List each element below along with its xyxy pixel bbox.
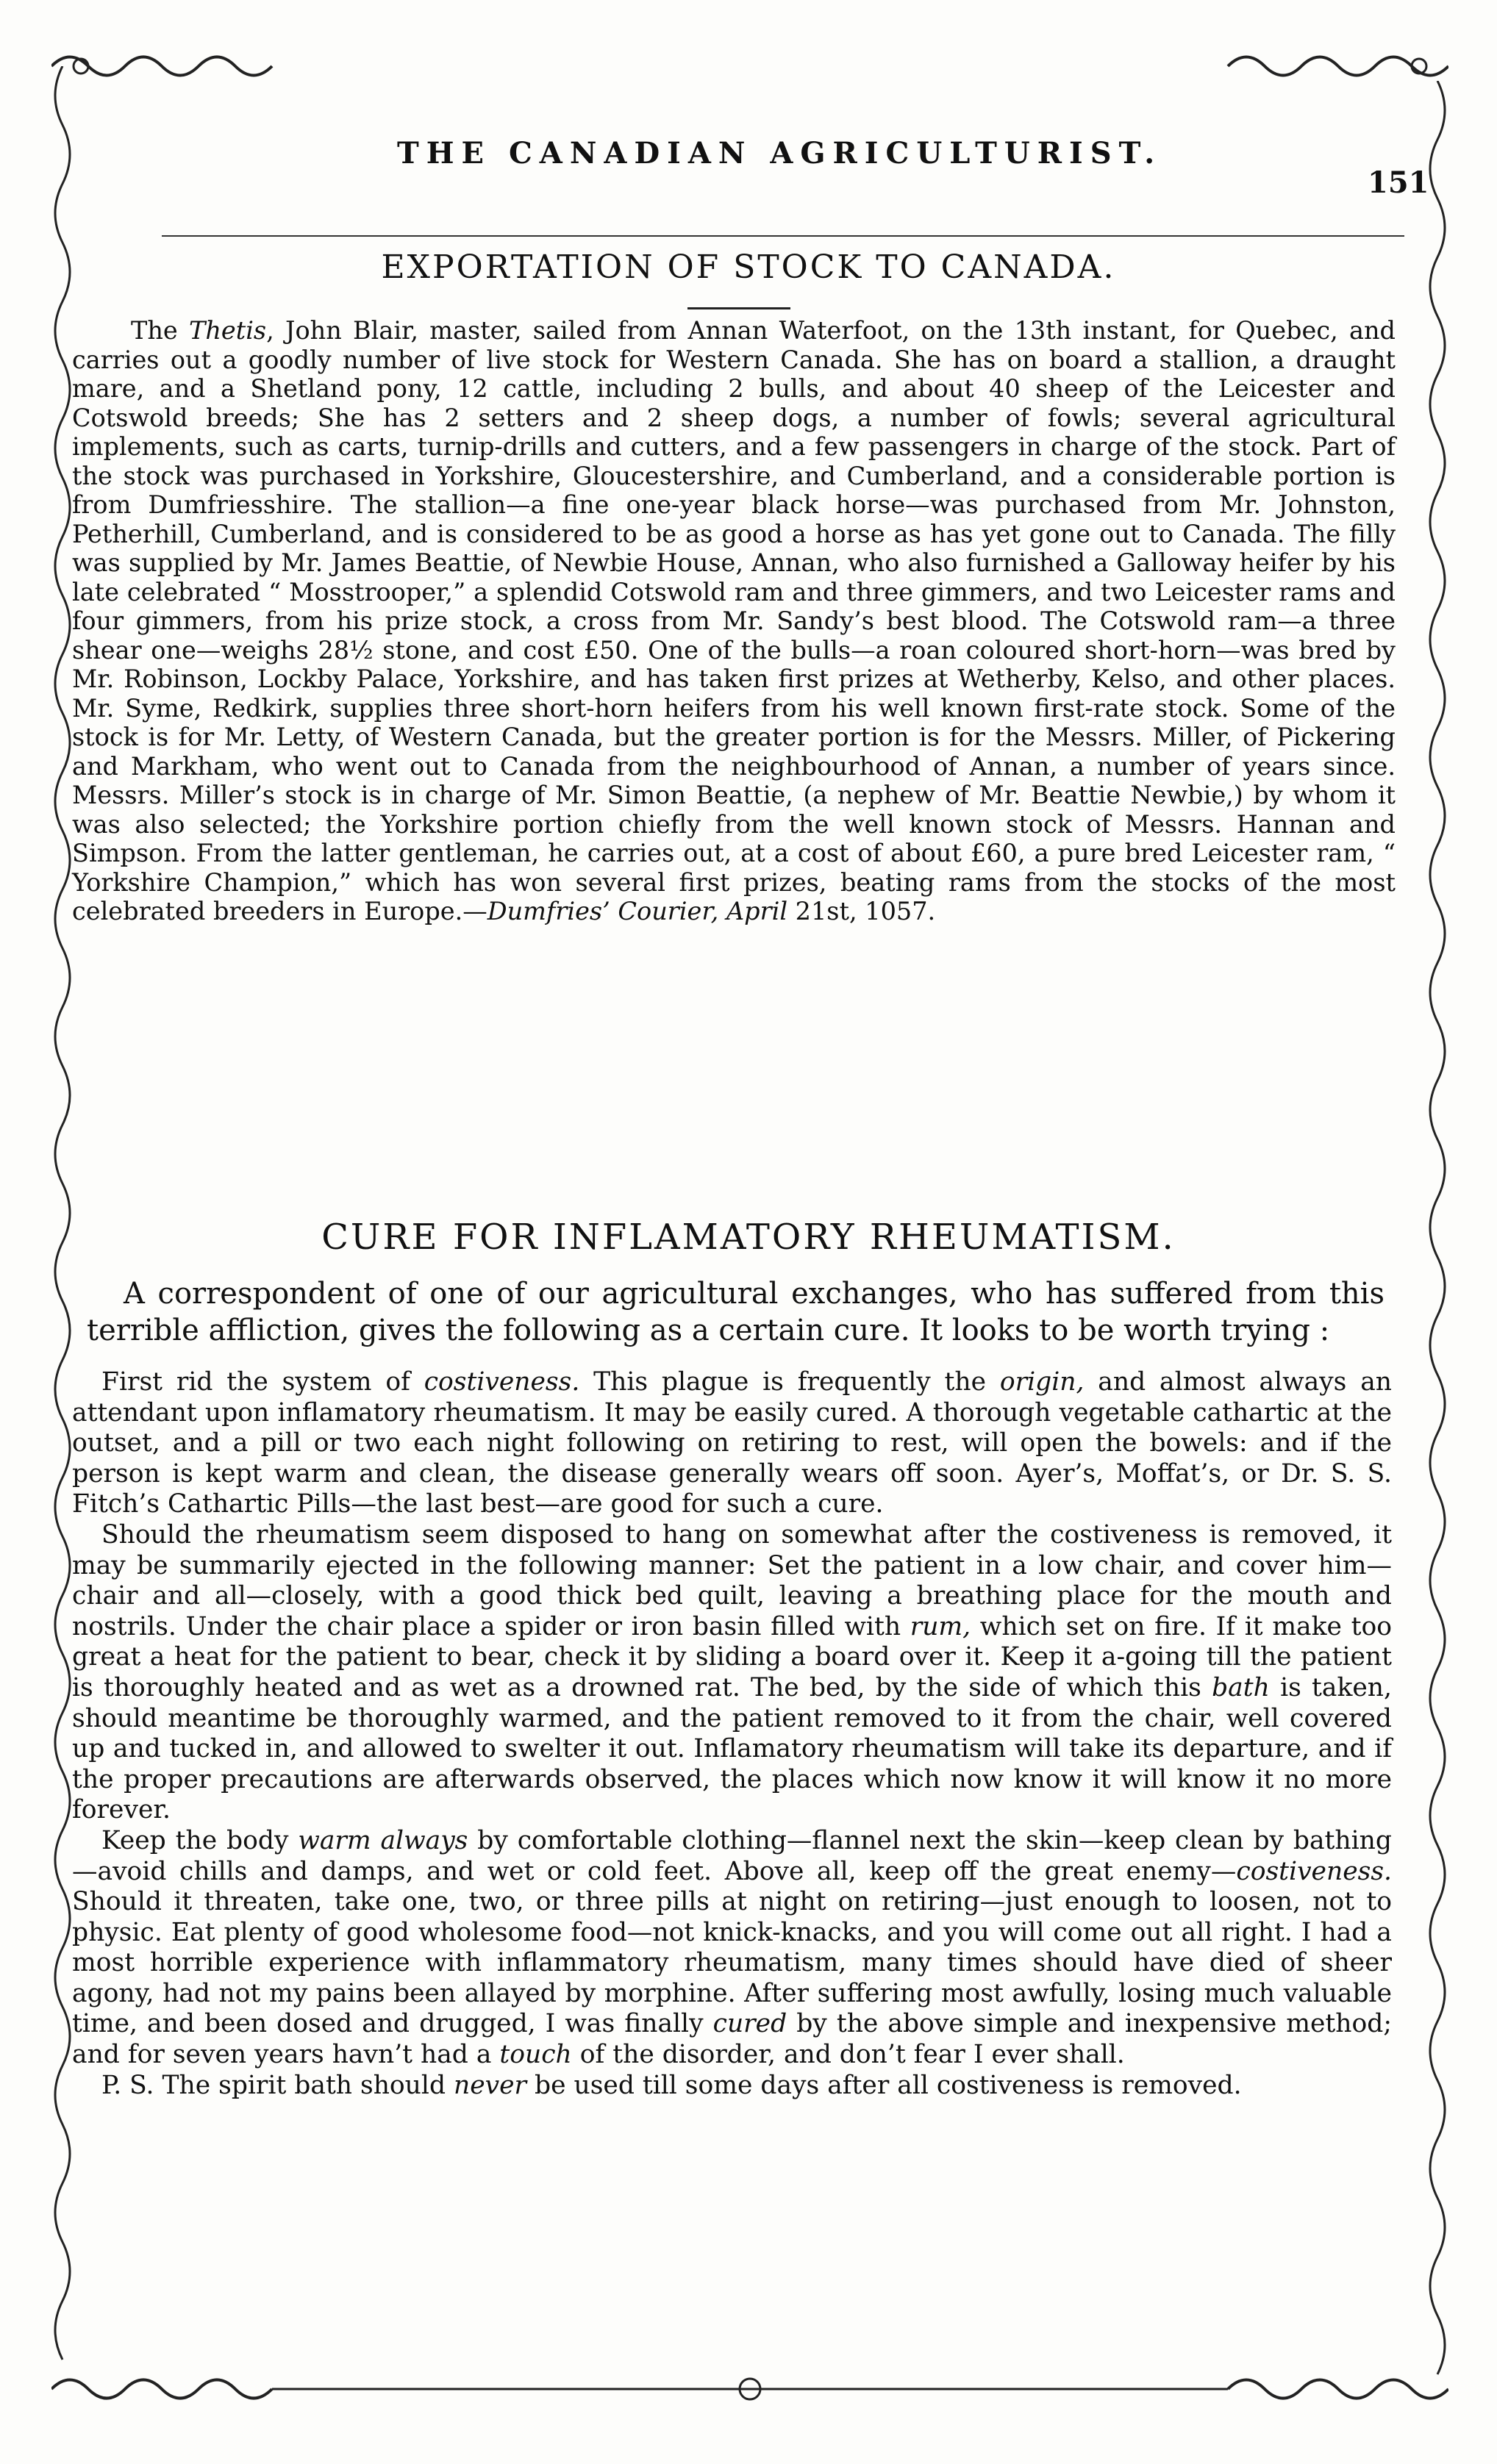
emphasis: bath — [1212, 1672, 1270, 1702]
text-run: be used till some days after all costiveness is removed. — [526, 2070, 1242, 2100]
text-run: The — [131, 316, 189, 345]
emphasis: costiveness. — [1236, 1856, 1392, 1886]
article-title-rheumatism: CURE FOR INFLAMATORY RHEUMATISM. — [321, 1217, 1176, 1258]
emphasis: touch — [499, 2040, 572, 2070]
paragraph — [72, 1520, 1392, 1826]
emphasis: rum, — [910, 1611, 971, 1641]
title-divider — [687, 307, 790, 309]
text-run: Keep the body — [101, 1825, 299, 1855]
article-intro — [87, 1275, 1385, 1349]
text-run: Should it threaten, take one, two, or three pills at night on retiring—just enough to loosen, not to physic. Eat plenty of good wholesome food—not knick-knacks, and you will come out all right. I had a most horrible experience with inflammatory rheumatism, many times should have died of sheer agony, had not my pains been allayed by morphine. After suffering most awfully, losing much valuable time, and been dosed and drugged, I was finally — [72, 1887, 1392, 2039]
text-run: First rid the system of — [101, 1367, 424, 1397]
text-run: This plague is frequently the — [579, 1367, 1000, 1397]
source-citation: Dumfries’ Courier, April — [487, 897, 788, 925]
running-title: THE CANADIAN AGRICULTURIST. — [397, 136, 1162, 171]
text-run: and almost always an attendant upon inflamatory rheumatism. It may be easily cured. A thorough vegetable cathartic at the outset, and a pill or two each night following on retiring to rest, will open the bowels: and if the person is kept warm and clean, the disease generally wears off soon. Ayer’s, Moffat’s, or Dr. S. S. Fitch’s Cathartic Pills—the last best—are good for such a cure. — [72, 1367, 1392, 1519]
paragraph — [72, 1826, 1392, 2071]
text-run: Should the rheumatism seem disposed to hang on somewhat after the costiveness is removed, it may be summarily ejected in the following manner: Set the patient in a low chair, and cover him—chair and all—closely, with a good thick bed quilt, leaving a breathing place for the mouth and nostrils. Under the chair place a spider or iron basin filled with — [72, 1519, 1392, 1641]
ship-name: Thetis — [189, 316, 267, 345]
emphasis: warm always — [298, 1825, 468, 1855]
article-title-exportation: EXPORTATION OF STOCK TO CANADA. — [381, 248, 1116, 286]
text-run: by the above simple and inexpensive method; and for seven years havn’t had a — [72, 2009, 1392, 2070]
page-number: 151 — [1368, 165, 1429, 200]
emphasis: costiveness. — [424, 1367, 580, 1397]
text-run: which set on fire. If it make too great a heat for the patient to bear, check it by sliding a board over it. Keep it a-going till the patient is thoroughly heated and as wet as a drowned rat. The bed, by the side of which this — [72, 1611, 1392, 1702]
article-body-rheumatism — [72, 1367, 1392, 2101]
emphasis: never — [454, 2070, 527, 2100]
text-run: by comfortable clothing—flannel next the skin—keep clean by bathing—avoid chills and damps, and wet or cold feet. Above all, keep off the great enemy— — [72, 1825, 1392, 1886]
ornamental-border-top — [51, 44, 1448, 88]
header-rule — [162, 235, 1404, 237]
ornamental-border-bottom — [51, 2363, 1448, 2415]
text-run: , John Blair, master, sailed from Annan Waterfoot, on the 13th instant, for Quebec, and carries out a goodly number of live stock for Western Canada. She has on board a stallion, a draught mare, and a Shetland pony, 12 cattle, including 2 bulls, and about 40 sheep of the Leicester and Cotswold breeds; She has 2 setters and 2 sheep dogs, a number of fowls; several agricultural implements, such as carts, turnip-drills and cutters, and a few passengers in charge of the stock. Part of the stock was purchased in Yorkshire, Gloucestershire, and Cumberland, and a considerable portion is from Dumfriesshire. The stallion—a fine one-year black horse—was purchased from Mr. Johnston, Petherhill, Cumberland, and is considered to be as good a horse as has yet gone out to Canada. The filly was supplied by Mr. James Beattie, of Newbie House, Annan, who also furnished a Galloway heifer by his late celebrated “ Mosstrooper,” a splendid Cotswold ram and three gimmers, and two Leicester rams and four gimmers, from his prize stock, a cross from Mr. Sandy’s best blood. The Cotswold ram—a three shear one—weighs 28½ stone, and cost £50. One of the bulls—a roan coloured short-horn—was bred by Mr. Robinson, Lockby Palace, Yorkshire, and has taken first prizes at Wetherby, Kelso, and other places. Mr. Syme, Redkirk, supplies three short-horn heifers from his well known first-rate stock. Some of the stock is for Mr. Letty, of Western Canada, but the greater portion is for the Messrs. Miller, of Pickering and Markham, who went out to Canada from the neighbourhood of Annan, a number of years since. Messrs. Miller’s stock is in charge of Mr. Simon Beattie, (a nephew of Mr. Beattie Newbie,) by whom it was also selected; the Yorkshire portion chiefly from the well known stock of Messrs. Hannan and Simpson. From the latter gentleman, he carries out, at a cost of about £60, a pure bred Leicester ram, “ Yorkshire Champion,” which has won several first prizes, beating rams from the stocks of the most celebrated breeders in Europe.— — [72, 316, 1396, 925]
paragraph — [72, 316, 1396, 926]
emphasis: origin, — [999, 1367, 1085, 1397]
paragraph — [72, 1367, 1392, 1520]
postscript — [72, 2071, 1392, 2102]
text-run: 21st, 1057. — [787, 897, 936, 925]
emphasis: cured — [712, 2009, 787, 2039]
text-run: P. S. The spirit bath should — [101, 2070, 454, 2100]
article-body-exportation — [72, 316, 1396, 926]
text-run: of the disorder, and don’t fear I ever shall. — [571, 2040, 1125, 2070]
text-run: is taken, should meantime be thoroughly warmed, and the patient removed to it from the chair, well covered up and tucked in, and allowed to swelter it out. Inflamatory rheumatism will take its departure, and if the proper precautions are afterwards observed, the places which now know it will know it no more forever. — [72, 1672, 1392, 1825]
intro-paragraph: A correspondent of one of our agricultural exchanges, who has suffered from this terrible affliction, gives the following as a certain cure. It looks to be worth trying : — [87, 1277, 1385, 1347]
